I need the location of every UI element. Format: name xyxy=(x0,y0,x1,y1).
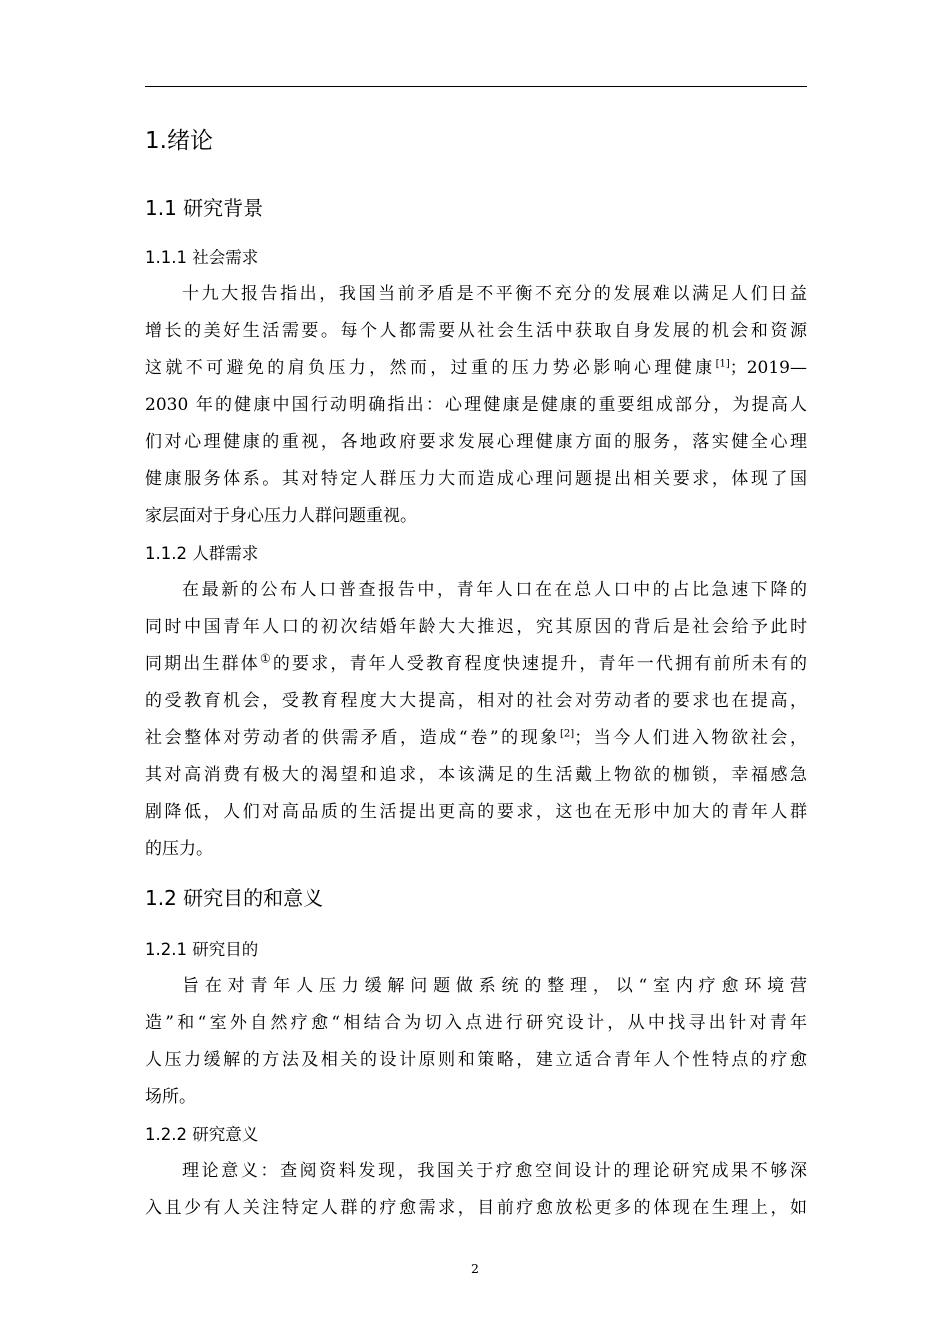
subsection-heading-1-2-1: 1.2.1 研究目的 xyxy=(145,940,259,959)
text-line: 旨在对青年人压力缓解问题做系统的整理，以“室内疗愈环境营 xyxy=(182,976,807,996)
text-line: 造”和“室外自然疗愈“相结合为切入点进行研究设计，从中找寻出针对青年 xyxy=(145,1013,807,1033)
text-span: 的要求，青年人受教育程度快速提升，青年一代拥有前所未有的 xyxy=(272,654,807,674)
footnote-marker: ① xyxy=(259,651,273,666)
text-span: 同期出生群体 xyxy=(145,654,260,674)
subsection-heading-1-1-2: 1.1.2 人群需求 xyxy=(145,544,259,563)
text-line: 们对心理健康的重视，各地政府要求发展心理健康方面的服务，落实健全心理 xyxy=(145,432,807,452)
subsection-heading-1-2-2: 1.2.2 研究意义 xyxy=(145,1125,259,1144)
text-line: 十九大报告指出，我国当前矛盾是不平衡不充分的发展难以满足人们日益 xyxy=(182,284,807,304)
text-span: 社会整体对劳动者的供需矛盾，造成“卷”的现象 xyxy=(145,728,561,748)
text-line: 场所。 xyxy=(145,1087,196,1107)
text-line: 剧降低，人们对高品质的生活提出更高的要求，这也在无形中加大的青年人群 xyxy=(145,802,807,822)
text-line xyxy=(145,350,807,387)
text-span: ；当今人们进入物欲社会， xyxy=(574,728,807,748)
text-line: 其对高消费有极大的渴望和追求，本该满足的生活戴上物欲的枷锁，幸福感急 xyxy=(145,765,807,785)
paragraph-research-significance xyxy=(145,1153,807,1227)
text-line: 2030 年的健康中国行动明确指出：心理健康是健康的重要组成部分，为提高人 xyxy=(145,395,807,415)
text-line: 增长的美好生活需要。每个人都需要从社会生活中获取自身发展的机会和资源 xyxy=(145,321,807,341)
chapter-heading: 1.绪论 xyxy=(145,128,213,154)
citation-ref: [1] xyxy=(715,358,730,370)
text-line: 同时中国青年人口的初次结婚年龄大大推迟，究其原因的背后是社会给予此时 xyxy=(145,617,807,637)
paragraph-social-demand xyxy=(145,276,807,535)
text-line: 健康服务体系。其对特定人群压力大而造成心理问题提出相关要求，体现了国 xyxy=(145,469,807,489)
text-line: 在最新的公布人口普查报告中，青年人口在在总人口中的占比急速下降的 xyxy=(182,580,807,600)
section-heading-1-2: 1.2 研究目的和意义 xyxy=(145,886,324,910)
paragraph-research-purpose xyxy=(145,968,807,1116)
text-line: 的压力。 xyxy=(145,839,213,859)
text-span: ；2019— xyxy=(729,358,807,378)
text-line xyxy=(145,720,807,757)
text-line xyxy=(145,646,807,683)
paragraph-population-demand xyxy=(145,572,807,868)
text-line: 入且少有人关注特定人群的疗愈需求，目前疗愈放松更多的体现在生理上，如 xyxy=(145,1198,807,1218)
subsection-heading-1-1-1: 1.1.1 社会需求 xyxy=(145,248,259,267)
page-number: 2 xyxy=(471,1261,479,1276)
text-line: 理论意义：查阅资料发现，我国关于疗愈空间设计的理论研究成果不够深 xyxy=(182,1161,807,1181)
text-span: 这就不可避免的肩负压力，然而，过重的压力势必影响心理健康 xyxy=(145,358,716,378)
section-heading-1-1: 1.1 研究背景 xyxy=(145,196,264,220)
text-line: 的受教育机会，受教育程度大大提高，相对的社会对劳动者的要求也在提高， xyxy=(145,691,807,711)
text-line: 家层面对于身心压力人群问题重视。 xyxy=(145,506,417,526)
header-rule xyxy=(145,86,807,87)
citation-ref: [2] xyxy=(560,728,575,740)
text-line: 人压力缓解的方法及相关的设计原则和策略，建立适合青年人个性特点的疗愈 xyxy=(145,1050,807,1070)
